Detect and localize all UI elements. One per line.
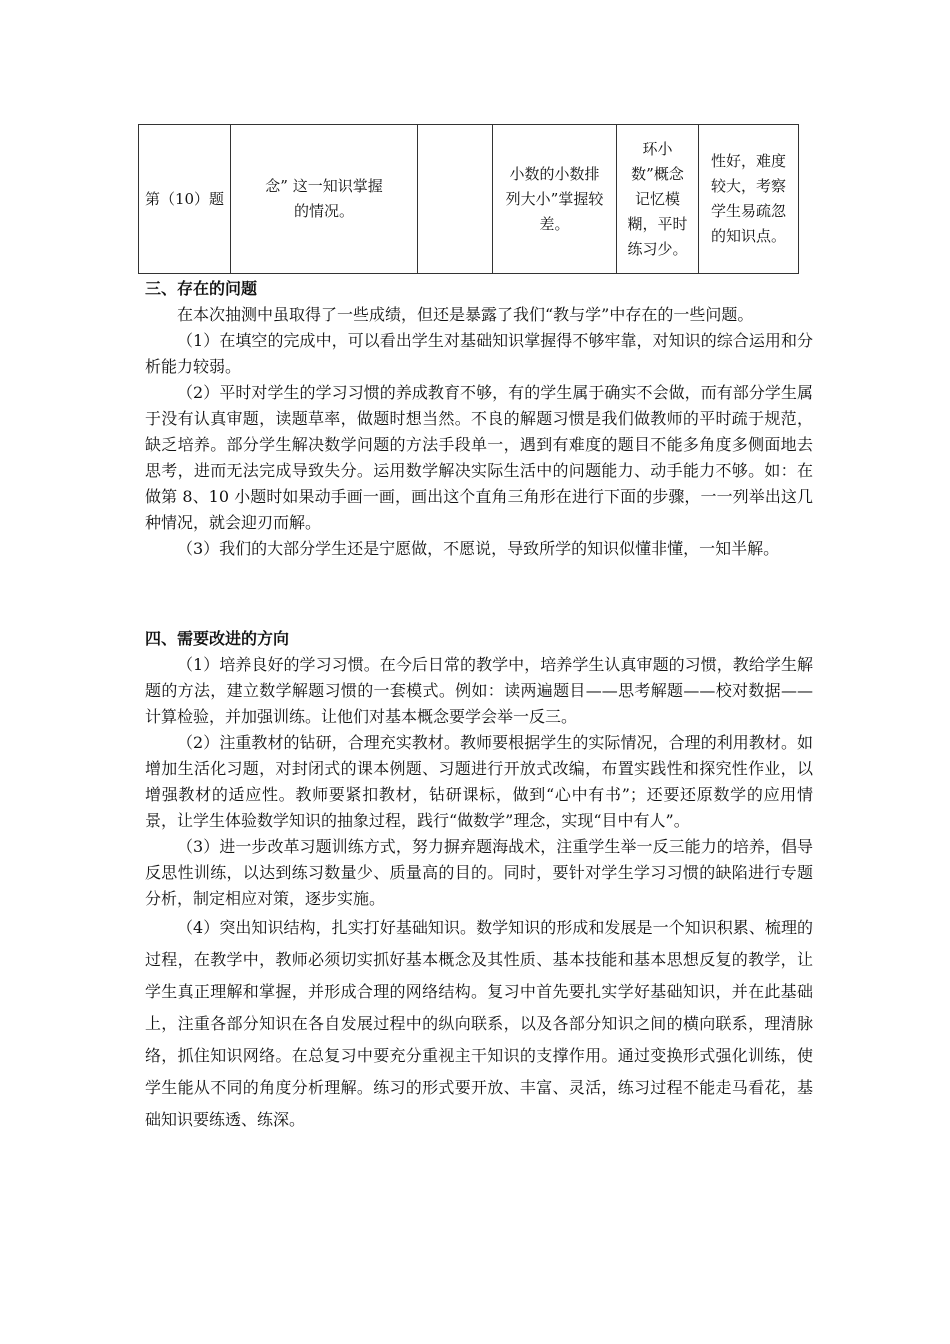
analysis-table [138, 124, 799, 274]
section-heading: 三、存在的问题 [145, 279, 258, 298]
section-problems [145, 276, 813, 562]
paragraph: （4）突出知识结构，扎实打好基础知识。数学知识的形成和发展是一个知识积累、梳理的过程，在教学中，教师必须切实抓好基本概念及其性质、基本技能和基本思想反复的教学，让学生真正理解和掌握，并形成合理的网络结构。复习中首先要扎实学好基础知识，并在此基础上，注重各部分知识在各自发展过程中的纵向联系，以及各部分知识之间的横向联系，理清脉络，抓住知识网络。在总复习中要充分重视主干知识的支撑作用。通过变换形式强化训练，使学生能从不同的角度分析理解。练习的形式要开放、丰富、灵活，练习过程不能走马看花，基础知识要练透、练深。 [145, 918, 813, 1129]
paragraph: （1）在填空的完成中，可以看出学生对基础知识掌握得不够牢靠，对知识的综合运用和分析能力较弱。 [145, 331, 813, 376]
section-improvements [145, 626, 813, 1136]
cell-cause: 环小数”概念记忆模糊，平时练习少。 [617, 125, 699, 274]
cell-item: 第（10）题 [139, 125, 231, 274]
cell-remark: 性好，难度较大，考察学生易疏忽的知识点。 [699, 125, 799, 274]
section-heading: 四、需要改进的方向 [145, 629, 290, 648]
paragraph: （3）进一步改革习题训练方式，努力摒弃题海战术，注重学生举一反三能力的培养，倡导反思性训练，以达到练习数量少、质量高的目的。同时，要针对学生学习习惯的缺陷进行专题分析，制定相应对策，逐步实施。 [145, 837, 813, 908]
cell-blank [418, 125, 493, 274]
table-row [139, 125, 799, 274]
paragraph: （3）我们的大部分学生还是宁愿做，不愿说，导致所学的知识似懂非懂，一知半解。 [177, 539, 780, 558]
paragraph: （2）注重教材的钻研，合理充实教材。教师要根据学生的实际情况，合理的利用教材。如增加生活化习题，对封闭式的课本例题、习题进行开放式改编，布置实践性和探究性作业，以增强教材的适应性。教师要紧扣教材，钻研课标，做到“心中有书”；还要还原数学的应用情景，让学生体验数学知识的抽象过程，践行“做数学”理念，实现“目中有人”。 [145, 733, 813, 830]
cell-content: 念” 这一知识掌握的情况。 [231, 125, 418, 274]
paragraph: （2）平时对学生的学习习惯的养成教育不够，有的学生属于确实不会做，而有部分学生属于没有认真审题，读题草率，做题时想当然。不良的解题习惯是我们做教师的平时疏于规范，缺乏培养。部分学生解决数学问题的方法手段单一，遇到有难度的题目不能多角度多侧面地去思考，进而无法完成导致失分。运用数学解决实际生活中的问题能力、动手能力不够。如：在做第 8、10 小题时如果动手画一画，画出这个直角三角形在进行下面的步骤，一一列举出这几种情况，就会迎刃而解。 [145, 383, 813, 532]
cell-performance: 小数的小数排列大小”掌握较差。 [493, 125, 617, 274]
paragraph: 在本次抽测中虽取得了一些成绩，但还是暴露了我们“教与学”中存在的一些问题。 [177, 305, 754, 324]
paragraph: （1）培养良好的学习习惯。在今后日常的教学中，培养学生认真审题的习惯，教给学生解题的方法，建立数学解题习惯的一套模式。例如：读两遍题目——思考解题——校对数据——计算检验，并加强训练。让他们对基本概念要学会举一反三。 [145, 655, 813, 726]
